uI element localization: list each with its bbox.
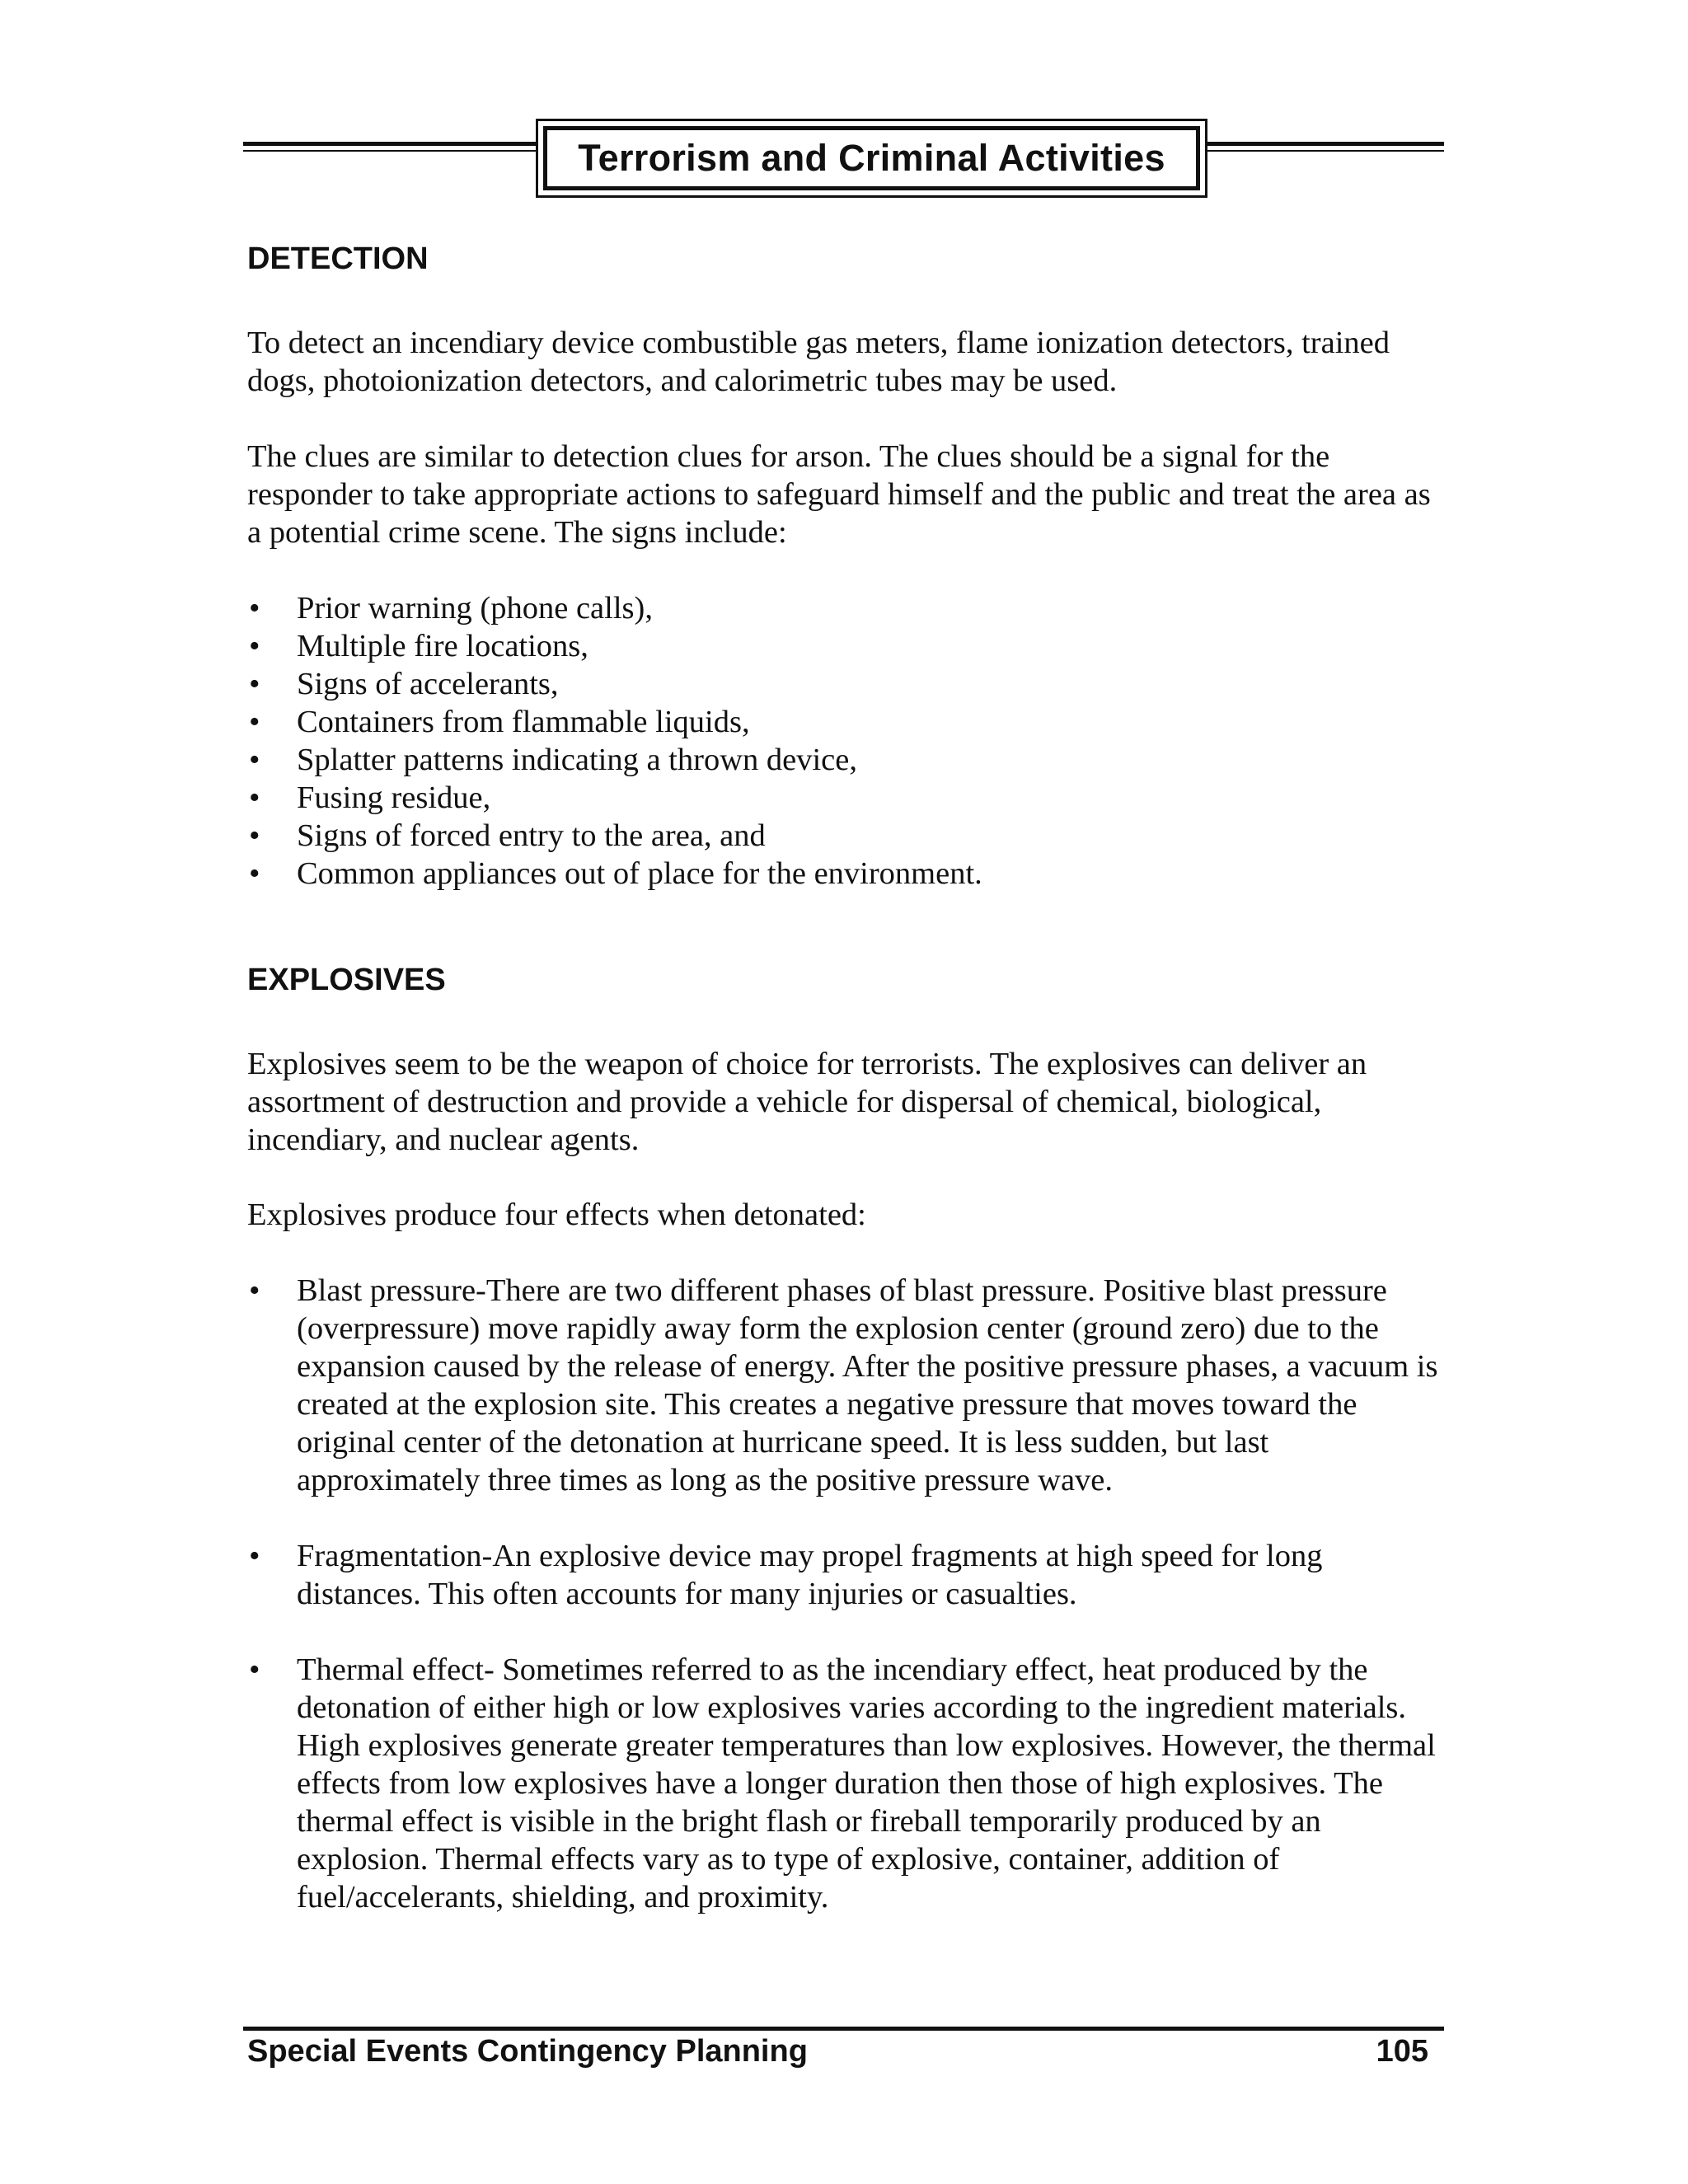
list-item-text: Fusing residue,	[297, 780, 491, 815]
detection-heading: DETECTION	[247, 241, 429, 276]
list-item-text: Multiple fire locations,	[297, 629, 588, 663]
explosives-heading: EXPLOSIVES	[247, 963, 446, 997]
list-item-text: Signs of forced entry to the area, and	[297, 818, 766, 853]
list-item-text: Prior warning (phone calls),	[297, 591, 653, 626]
explosives-paragraph-2: Explosives produce four effects when detonated:	[247, 1197, 866, 1232]
explosives-paragraph-1: Explosives seem to be the weapon of choice for terrorists. The explosives can deliver an assortment of destruction and provide a vehicle for dispersal of chemical, biological, incendiary, and nuclear agents.	[247, 1047, 1367, 1157]
bullet-glyph: •	[249, 856, 260, 891]
list-item-text: Splatter patterns indicating a thrown device,	[297, 743, 857, 777]
bullet-glyph: •	[249, 743, 260, 777]
bullet-glyph: •	[249, 818, 260, 853]
list-item	[247, 665, 1451, 703]
detection-paragraph-1: To detect an incendiary device combustible gas meters, flame ionization detectors, trained dogs, photoionization detectors, and calorimetric tubes may be used.	[247, 326, 1390, 398]
list-item-text: Thermal effect- Sometimes referred to as the incendiary effect, heat produced by the detonation of either high or low explosives varies according to the ingredient materials. High explosives generate greater temperatures than low explosives. However, the thermal effects from low explosives have a longer duration then those of high explosives. The thermal effect is visible in the bright flash or fireball temporarily produced by an explosion. Thermal effects vary as to type of explosive, container, addition of fuel/accelerants, shielding, and proximity.	[297, 1652, 1436, 1915]
footer-rule	[243, 2027, 1444, 2031]
list-item	[247, 779, 1451, 817]
list-item-text: Common appliances out of place for the environment.	[297, 856, 982, 891]
title-box	[536, 119, 1207, 198]
header-rule-right	[1207, 142, 1444, 152]
list-item	[247, 589, 1451, 627]
bullet-glyph: •	[249, 591, 260, 626]
page-number: 105	[1376, 2034, 1428, 2069]
page-title: Terrorism and Criminal Activities	[543, 126, 1200, 190]
bullet-glyph: •	[249, 1539, 260, 1573]
bullet-glyph: •	[249, 780, 260, 815]
list-item	[247, 1537, 1451, 1613]
bullet-glyph: •	[249, 667, 260, 701]
header-rule-left	[243, 142, 536, 152]
list-item	[247, 627, 1451, 665]
bullet-glyph: •	[249, 629, 260, 663]
list-item-text: Signs of accelerants,	[297, 667, 559, 701]
list-item	[247, 817, 1451, 855]
list-item	[247, 855, 1451, 893]
footer-title: Special Events Contingency Planning	[247, 2034, 808, 2069]
explosive-effects-list	[247, 1272, 1451, 1916]
bullet-glyph: •	[249, 1652, 260, 1687]
list-item	[247, 1272, 1451, 1499]
list-item	[247, 703, 1451, 741]
list-item	[247, 741, 1451, 779]
detection-signs-list	[247, 589, 1451, 893]
list-item	[247, 1651, 1451, 1916]
list-item-text: Blast pressure-There are two different phases of blast pressure. Positive blast pressure (overpressure) move rapidly away form the explosion center (ground zero) due to the expansion caused by the release of energy. After the positive pressure phases, a vacuum is created at the explosion site. This creates a negative pressure that moves toward the original center of the detonation at hurricane speed. It is less sudden, but last approximately three times as long as the positive pressure wave.	[297, 1273, 1438, 1497]
list-item-text: Fragmentation-An explosive device may propel fragments at high speed for long distances. This often accounts for many injuries or casualties.	[297, 1539, 1323, 1611]
list-item-text: Containers from flammable liquids,	[297, 705, 750, 739]
detection-paragraph-2: The clues are similar to detection clues for arson. The clues should be a signal for the responder to take appropriate actions to safeguard himself and the public and treat the area as a potential crime scene. The signs include:	[247, 439, 1431, 550]
bullet-glyph: •	[249, 705, 260, 739]
bullet-glyph: •	[249, 1273, 260, 1308]
